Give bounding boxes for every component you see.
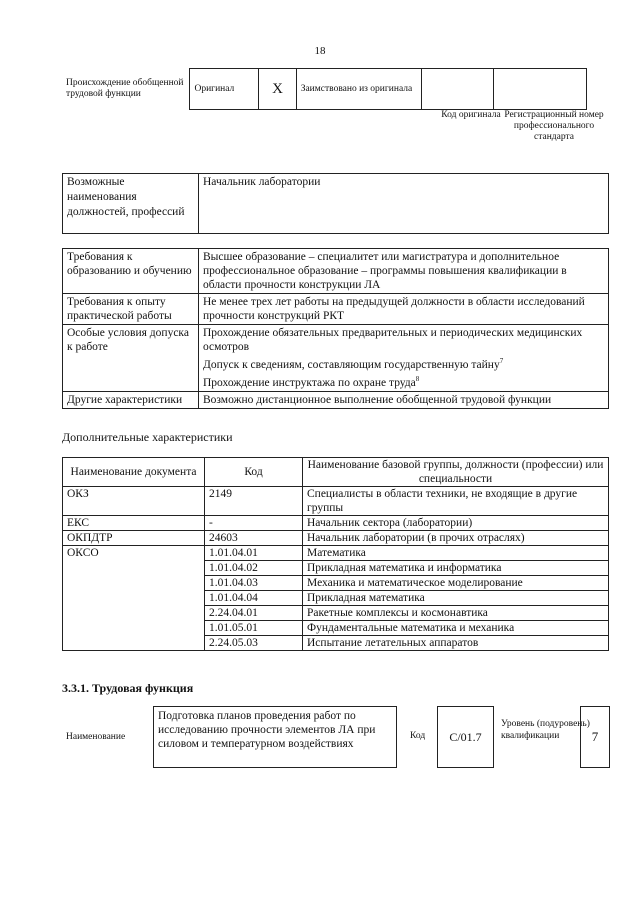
table-row: [63, 621, 609, 636]
function-code-label: Код: [410, 731, 426, 741]
row-name: Фундаментальные математика и механика: [303, 621, 609, 636]
function-name-value: Подготовка планов проведения работ по исследованию прочности элементов ЛА при силовом и температурном воздействиях: [153, 706, 397, 768]
experience-value: Не менее трех лет работы на предыдущей должности в области исследований прочности конструкций РКТ: [199, 294, 609, 325]
footnote-8: 8: [415, 374, 420, 383]
education-value: Высшее образование – специалитет или магистратура и дополнительное профессиональное образование – программы повышения квалификации в области прочности конструкции ЛА: [199, 249, 609, 294]
row-code: 2149: [205, 487, 303, 516]
other-value: Возможно дистанционное выполнение обобщенной трудовой функции: [199, 391, 609, 408]
row-code: -: [205, 516, 303, 531]
table-row: [63, 516, 609, 531]
special-line-medical: Прохождение обязательных предварительных и периодических медицинских осмотров: [203, 327, 583, 353]
row-doc: [63, 576, 205, 591]
header-doc: Наименование документа: [63, 458, 205, 487]
origin-table: [62, 68, 587, 110]
original-cell: Оригинал: [190, 69, 259, 110]
table-row: [63, 487, 609, 516]
row-name: Ракетные комплексы и космонавтика: [303, 606, 609, 621]
function-level-value: 7: [580, 706, 610, 768]
row-name: Начальник сектора (лаборатории): [303, 516, 609, 531]
code-original-label: Код оригинала: [441, 110, 501, 120]
row-name: Прикладная математика: [303, 591, 609, 606]
table-row: [63, 546, 609, 561]
positions-label: Возможные наименования должностей, профессий: [63, 174, 199, 234]
additional-title: Дополнительные характеристики: [62, 430, 233, 444]
positions-value: Начальник лаборатории: [199, 174, 609, 234]
section-title: 3.3.1. Трудовая функция: [62, 681, 194, 695]
footnote-7: 7: [499, 357, 504, 365]
borrowed-cell: Заимствовано из оригинала: [296, 69, 421, 110]
row-code: 1.01.04.02: [205, 561, 303, 576]
row-code: 1.01.05.01: [205, 621, 303, 636]
reg-number-label: Регистрационный номер профессионального стандарта: [504, 110, 604, 142]
table-row: [63, 636, 609, 651]
positions-table: [62, 173, 609, 234]
row-code: 2.24.04.01: [205, 606, 303, 621]
function-name-label: Наименование: [66, 732, 126, 742]
code-original-cell: [421, 69, 494, 110]
origin-label: Происхождение обобщенной трудовой функции: [66, 78, 184, 99]
row-code: 1.01.04.04: [205, 591, 303, 606]
row-doc: [63, 591, 205, 606]
row-name: Механика и математическое моделирование: [303, 576, 609, 591]
other-label: Другие характеристики: [63, 391, 199, 408]
header-code: Код: [205, 458, 303, 487]
special-line-safety: [203, 372, 604, 390]
row-name: Испытание летательных аппаратов: [303, 636, 609, 651]
education-label: Требования к образованию и обучению: [63, 249, 199, 294]
row-doc: [63, 561, 205, 576]
experience-label: Требования к опыту практической работы: [63, 294, 199, 325]
row-doc: [63, 621, 205, 636]
row-doc: ОКЗ: [63, 487, 205, 516]
row-name: Специалисты в области техники, не входящие в другие группы: [303, 487, 609, 516]
row-name: Начальник лаборатории (в прочих отраслях): [303, 531, 609, 546]
special-line-secret: [203, 354, 604, 372]
header-name: Наименование базовой группы, должности (профессии) или специальности: [303, 458, 609, 487]
function-level-label: Уровень (подуровень) квалификации: [501, 719, 590, 741]
function-code-value: C/01.7: [437, 706, 494, 768]
row-name: Математика: [303, 546, 609, 561]
table-row: [63, 531, 609, 546]
row-code: 24603: [205, 531, 303, 546]
table-row: [63, 591, 609, 606]
row-code: 1.01.04.03: [205, 576, 303, 591]
special-line-safety-text: Прохождение инструктажа по охране труда: [203, 376, 416, 389]
special-label: Особые условия допуска к работе: [63, 325, 199, 392]
page-number: 18: [314, 45, 326, 57]
special-line-secret-text: Допуск к сведениям, составляющим государственную тайну: [203, 358, 500, 371]
original-mark: X: [259, 69, 296, 110]
special-value: [199, 325, 609, 392]
row-code: 2.24.05.03: [205, 636, 303, 651]
additional-table: [62, 457, 609, 651]
row-doc: [63, 636, 205, 651]
row-name: Прикладная математика и информатика: [303, 561, 609, 576]
table-row: [63, 606, 609, 621]
table-row: [63, 576, 609, 591]
row-doc: ОКПДТР: [63, 531, 205, 546]
reg-number-cell: [494, 69, 587, 110]
row-doc: ЕКС: [63, 516, 205, 531]
table-row: [63, 561, 609, 576]
row-doc: ОКСО: [63, 546, 205, 561]
requirements-table: [62, 248, 609, 409]
row-doc: [63, 606, 205, 621]
row-code: 1.01.04.01: [205, 546, 303, 561]
